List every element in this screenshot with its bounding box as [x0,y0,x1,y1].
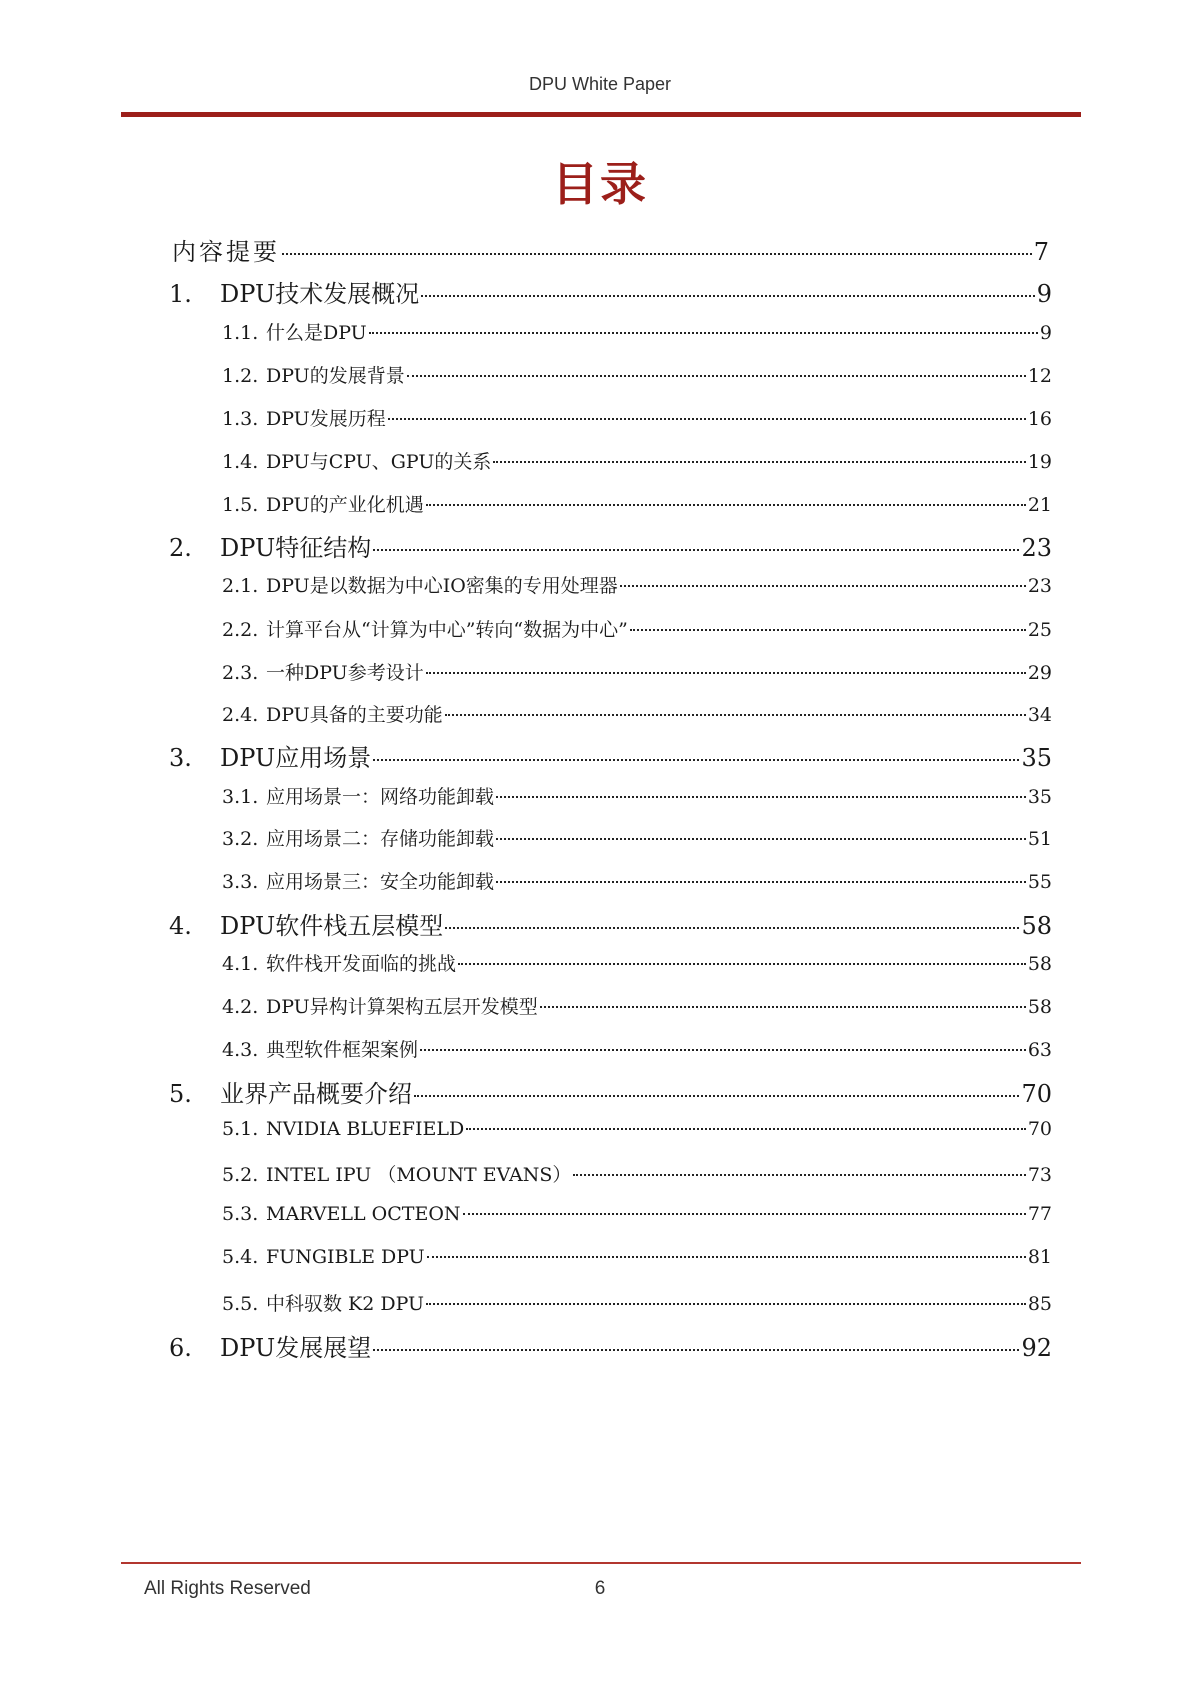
toc-entry-page: 73 [1027,1164,1052,1186]
toc-leader-dots [388,418,1026,420]
toc-entry-title: 什么是DPU [266,322,367,344]
toc-entry[interactable] [222,361,1052,388]
toc-entry-number: 2.1. [222,575,259,597]
toc-entry-number: 4.2. [222,996,259,1018]
toc-entry-page: 77 [1027,1203,1052,1225]
toc-entry-page: 58 [1027,953,1052,975]
toc-entry-title: DPU发展历程 [266,408,386,430]
toc-entry-title: 业界产品概要介绍 [220,1080,412,1108]
toc-entry-number: 1.2. [222,365,259,387]
toc-entry[interactable] [169,738,1052,773]
toc-entry-page: 34 [1027,704,1052,726]
toc-entry-page: 85 [1027,1293,1052,1315]
toc-entry-page: 35 [1027,786,1052,808]
toc-entry[interactable] [222,658,1052,685]
toc-entry-number: 3.1. [222,786,259,808]
toc-leader-dots [427,1256,1026,1258]
toc-entry-title: DPU的产业化机遇 [266,494,424,516]
toc-entry-page: 9 [1039,322,1052,344]
toc-entry-page: 7 [1033,238,1052,266]
footer-rights: All Rights Reserved [144,1578,311,1599]
toc-entry-page: 25 [1027,619,1052,641]
toc-leader-dots [540,1006,1026,1008]
toc-entry-page: 23 [1027,575,1052,597]
toc-entry-title: 应用场景三：安全功能卸载 [266,871,495,893]
toc-leader-dots [445,927,1019,929]
toc-entry-number: 1.1. [222,322,259,344]
toc-entry[interactable] [222,700,1052,727]
toc-leader-dots [426,672,1026,674]
toc-leader-dots [407,375,1026,377]
toc-entry[interactable] [222,318,1052,345]
toc-entry-page: 58 [1027,996,1052,1018]
toc-entry-number: 2.3. [222,662,259,684]
toc-entry[interactable] [222,824,1052,851]
toc-entry[interactable] [169,1328,1052,1363]
toc-entry-title: 应用场景一：网络功能卸载 [266,786,495,808]
toc-entry-number: 5.2. [222,1164,259,1186]
toc-leader-dots [426,504,1026,506]
toc-leader-dots [373,549,1019,551]
toc-entry-title: NVIDIA BLUEFIELD [266,1118,465,1140]
toc-entry-title: 计算平台从“计算为中心”转向“数据为中心” [266,619,628,641]
toc-entry-page: 35 [1021,744,1052,772]
toc-entry-number: 3. [169,744,192,772]
toc-entry-page: 58 [1021,912,1052,940]
toc-leader-dots [369,332,1038,334]
toc-entry-page: 29 [1027,662,1052,684]
toc-heading: 目录 [552,157,648,211]
toc-entry-number: 2.2. [222,619,259,641]
toc-leader-dots [421,295,1035,297]
toc-entry[interactable] [222,615,1052,642]
toc-entry[interactable] [222,1203,1052,1225]
toc-entry-title: DPU特征结构 [220,534,372,562]
toc-entry-page: 21 [1027,494,1052,516]
toc-entry-page: 92 [1021,1334,1052,1362]
toc-leader-dots [373,759,1019,761]
toc-entry-title: FUNGIBLE DPU [266,1246,425,1268]
toc-entry-page: 23 [1021,534,1052,562]
toc-entry-number: 5.4. [222,1246,259,1268]
toc-entry[interactable] [169,1074,1052,1109]
toc-entry[interactable] [222,490,1052,517]
toc-entry[interactable] [222,1118,1052,1140]
toc-entry[interactable] [222,404,1052,431]
toc-entry-title: DPU具备的主要功能 [266,704,443,726]
toc-entry-number: 4. [169,912,192,940]
toc-entry[interactable] [169,528,1052,563]
toc-entry-number: 4.1. [222,953,259,975]
toc-entry[interactable] [222,571,1052,598]
toc-entry[interactable] [169,906,1052,941]
toc-entry[interactable] [172,232,1052,267]
toc-entry-title: DPU技术发展概况 [220,280,420,308]
toc-entry[interactable] [169,274,1052,309]
toc-leader-dots [420,1049,1026,1051]
toc-leader-dots [373,1349,1019,1351]
toc-entry[interactable] [222,867,1052,894]
toc-leader-dots [496,838,1026,840]
toc-leader-dots [458,963,1026,965]
toc-entry-number: 5. [169,1080,192,1108]
toc-leader-dots [445,714,1026,716]
toc-entry[interactable] [222,1289,1052,1316]
toc-entry-number: 3.3. [222,871,259,893]
toc-leader-dots [426,1303,1026,1305]
toc-entry-title: 内容提要 [172,238,280,266]
toc-entry-title: 软件栈开发面临的挑战 [266,953,457,975]
toc-entry-title: DPU与CPU、GPU的关系 [266,451,492,473]
toc-entry-number: 3.2. [222,828,259,850]
toc-entry-title: 一种DPU参考设计 [266,662,424,684]
toc-entry-title: 中科驭数 K2 DPU [266,1293,425,1315]
toc-entry-number: 5.3. [222,1203,259,1225]
toc-entry-number: 1.4. [222,451,259,473]
toc-entry-title: DPU软件栈五层模型 [220,912,444,940]
toc-entry-title: MARVELL OCTEON [266,1203,461,1225]
toc-entry[interactable] [222,949,1052,976]
toc-entry-page: 19 [1027,451,1052,473]
toc-entry-title: 应用场景二：存储功能卸载 [266,828,495,850]
toc-entry[interactable] [222,1035,1052,1062]
toc-entry[interactable] [222,782,1052,809]
toc-entry-title: DPU发展展望 [220,1334,372,1362]
toc-leader-dots [463,1213,1026,1215]
toc-entry-number: 6. [169,1334,192,1362]
toc-entry-number: 5.5. [222,1293,259,1315]
toc-entry-page: 63 [1027,1039,1052,1061]
toc-leader-dots [493,461,1025,463]
toc-entry-number: 4.3. [222,1039,259,1061]
toc-entry-number: 1.5. [222,494,259,516]
toc-leader-dots [282,253,1032,255]
toc-entry-title: 典型软件框架案例 [266,1039,419,1061]
toc-entry-title: DPU异构计算架构五层开发模型 [266,996,538,1018]
toc-entry[interactable] [222,447,1052,474]
toc-leader-dots [573,1174,1025,1176]
toc-entry[interactable] [222,1160,1052,1187]
toc-entry-title: DPU是以数据为中心IO密集的专用处理器 [266,575,618,597]
toc-entry-number: 1.3. [222,408,259,430]
toc-entry-page: 16 [1027,408,1052,430]
toc-entry[interactable] [222,1246,1052,1268]
toc-entry-number: 2.4. [222,704,259,726]
toc-leader-dots [630,629,1026,631]
toc-entry-page: 12 [1027,365,1052,387]
toc-leader-dots [620,585,1026,587]
toc-leader-dots [496,796,1026,798]
toc-entry-number: 5.1. [222,1118,259,1140]
footer-page-number: 6 [594,1578,606,1599]
toc-leader-dots [414,1095,1019,1097]
toc-entry[interactable] [222,992,1052,1019]
header-rule [121,112,1081,117]
toc-leader-dots [466,1128,1026,1130]
toc-entry-page: 70 [1021,1080,1052,1108]
toc-entry-page: 70 [1027,1118,1052,1140]
toc-entry-title: DPU的发展背景 [266,365,405,387]
toc-entry-number: 2. [169,534,192,562]
toc-leader-dots [496,881,1026,883]
header-title: DPU White Paper [528,74,672,94]
toc-entry-page: 55 [1027,871,1052,893]
toc-entry-page: 81 [1027,1246,1052,1268]
toc-entry-title: DPU应用场景 [220,744,372,772]
toc-entry-title: INTEL IPU （MOUNT EVANS） [266,1164,572,1186]
toc-entry-page: 51 [1027,828,1052,850]
footer-rule [121,1562,1081,1564]
toc-entry-page: 9 [1036,280,1052,308]
toc-entry-number: 1. [169,280,192,308]
